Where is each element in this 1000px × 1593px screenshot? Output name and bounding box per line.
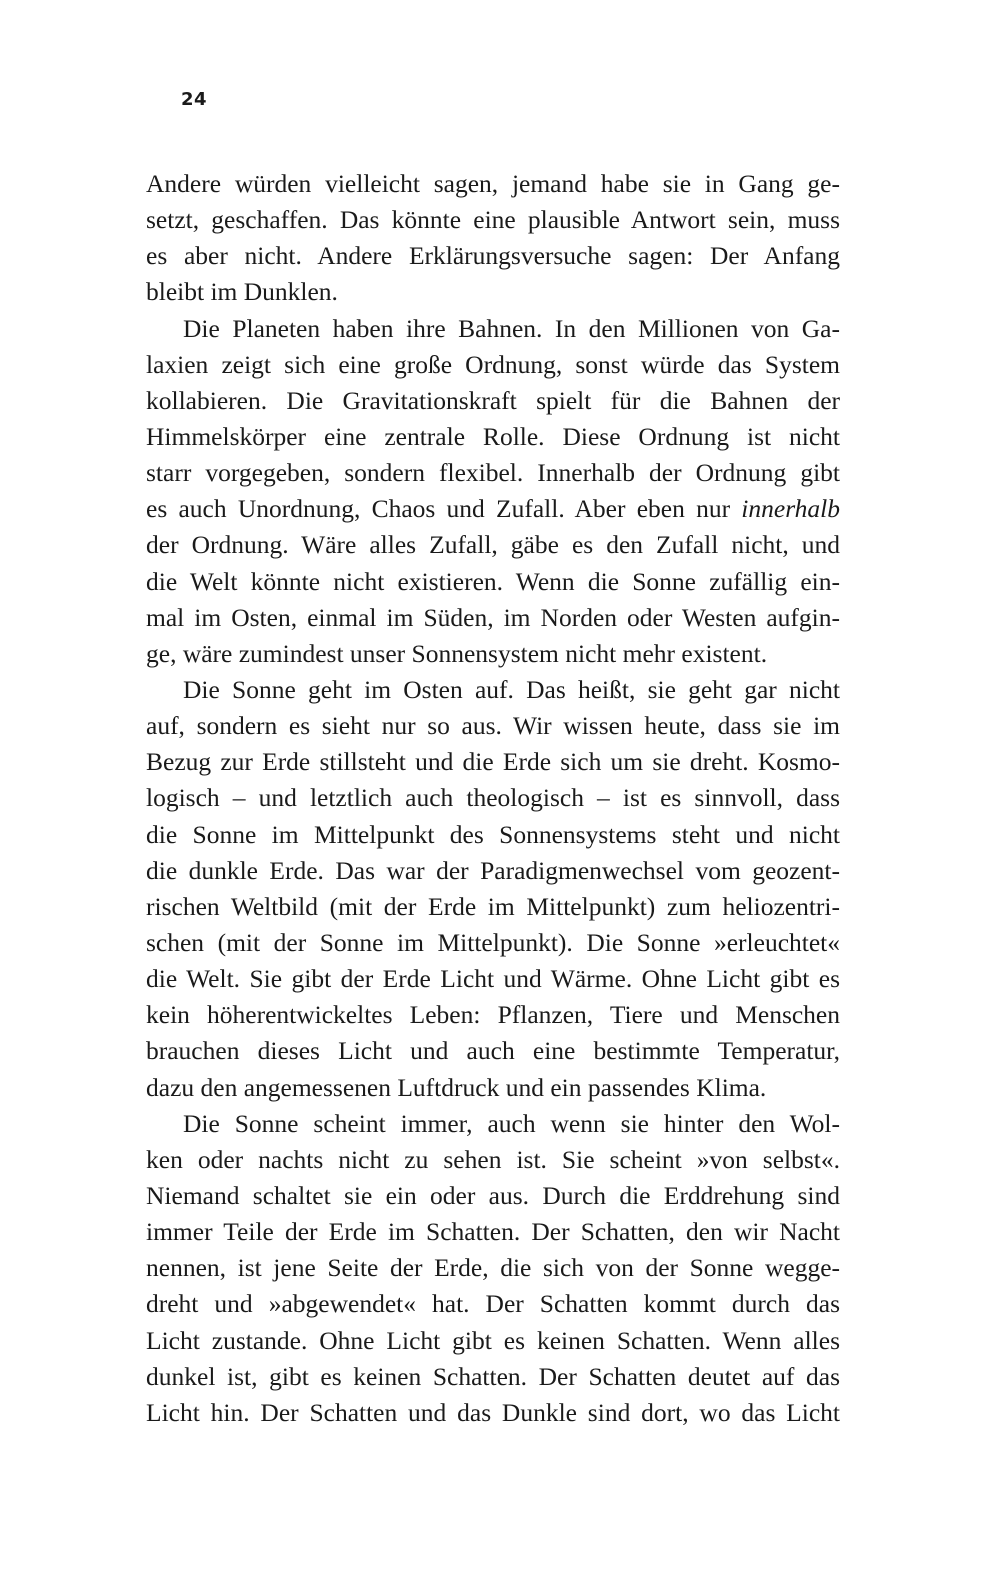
text-line: nennen, ist jene Seite der Erde, die sich von der Sonne wegge- [146, 1253, 840, 1283]
text-line: kein höherentwickeltes Leben: Pflanzen, Tiere und Menschen [146, 1000, 840, 1030]
text-line: die Welt könnte nicht existieren. Wenn die Sonne zufällig ein- [146, 566, 840, 596]
text-line: starr vorgegeben, sondern flexibel. Innerhalb der Ordnung gibt [146, 458, 840, 488]
text-line: Andere würden vielleicht sagen, jemand habe sie in Gang ge- [146, 169, 840, 198]
text-line: der Ordnung. Wäre alles Zufall, gäbe es den Zufall nicht, und [146, 530, 840, 560]
page-number: 24 [181, 89, 208, 110]
text-line: Bezug zur Erde stillsteht und die Erde sich um sie dreht. Kosmo- [146, 747, 840, 777]
text-line: die dunkle Erde. Das war der Paradigmenwechsel vom geozent- [146, 855, 840, 885]
text-line: ken oder nachts nicht zu sehen ist. Sie scheint »von selbst«. [146, 1144, 840, 1174]
text-line: es aber nicht. Andere Erklärungsversuche sagen: Der Anfang [146, 241, 840, 271]
text-line-with-emphasis [146, 491, 840, 527]
text-line: dreht und »abgewendet« hat. Der Schatten kommt durch das [146, 1289, 840, 1319]
text-line: dazu den angemessenen Luftdruck und ein passendes Klima. [146, 1072, 767, 1102]
text-line: Licht hin. Der Schatten und das Dunkle sind dort, wo das Licht [146, 1397, 840, 1427]
text-line: setzt, geschaffen. Das könnte eine plausible Antwort sein, muss [146, 205, 840, 235]
text-line: Himmelskörper eine zentrale Rolle. Diese Ordnung ist nicht [146, 421, 840, 451]
text-line: die Sonne im Mittelpunkt des Sonnensystems steht und nicht [146, 819, 840, 849]
text-line: immer Teile der Erde im Schatten. Der Schatten, den wir Nacht [146, 1217, 840, 1247]
text-line: mal im Osten, einmal im Süden, im Norden oder Westen aufgin- [146, 602, 840, 632]
text-line: schen (mit der Sonne im Mittelpunkt). Die Sonne »erleuchtet« [146, 927, 840, 957]
text-line: Niemand schaltet sie ein oder aus. Durch die Erddrehung sind [146, 1180, 840, 1210]
text-line: kollabieren. Die Gravitationskraft spielt für die Bahnen der [146, 385, 840, 415]
text-line: ge, wäre zumindest unser Sonnensystem nicht mehr existent. [146, 638, 768, 668]
text-line: Die Sonne geht im Osten auf. Das heißt, sie geht gar nicht [183, 674, 840, 704]
text-line: Die Sonne scheint immer, auch wenn sie hinter den Wol- [183, 1108, 840, 1138]
text-line: Die Planeten haben ihre Bahnen. In den Millionen von Ga- [183, 313, 840, 343]
text-line: rischen Weltbild (mit der Erde im Mittelpunkt) zum heliozentri- [146, 891, 840, 921]
text-line: auf, sondern es sieht nur so aus. Wir wissen heute, dass sie im [146, 711, 840, 741]
body-text [146, 166, 840, 1431]
emphasis-word: innerhalb [741, 494, 840, 524]
text-line: logisch – und letztlich auch theologisch – ist es sinnvoll, dass [146, 783, 840, 813]
text-line: brauchen dieses Licht und auch eine bestimmte Temperatur, [146, 1036, 840, 1066]
text-line: laxien zeigt sich eine große Ordnung, sonst würde das System [146, 349, 840, 379]
line-text: es auch Unordnung, Chaos und Zufall. Aber eben nur [146, 494, 742, 524]
text-line: die Welt. Sie gibt der Erde Licht und Wärme. Ohne Licht gibt es [146, 964, 840, 994]
text-line: dunkel ist, gibt es keinen Schatten. Der Schatten deutet auf das [146, 1361, 840, 1391]
text-line: Licht zustande. Ohne Licht gibt es keinen Schatten. Wenn alles [146, 1325, 840, 1355]
text-line: bleibt im Dunklen. [146, 277, 338, 307]
